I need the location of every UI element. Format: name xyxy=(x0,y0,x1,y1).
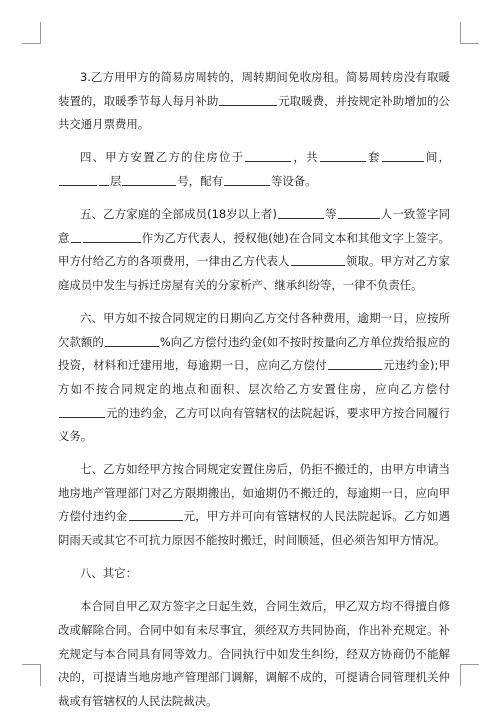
paragraph-6-penalty xyxy=(58,307,450,449)
text: 号，配有 xyxy=(177,173,223,188)
blank-field[interactable] xyxy=(129,508,183,521)
text: 七、乙方如经甲方按合同规定安置住房后，仍拒不搬迁的，由甲方申请当地房地产管理部门对乙方限期搬出，如逾期仍不搬迁的，每逾期一日，应向甲方偿付违约金 xyxy=(58,462,450,524)
paragraph-4-housing xyxy=(58,146,450,193)
text: 元，甲方并可向有管辖权的人民法院起诉。乙方如遇阴雨天或其它不可抗力原因不能按时搬迁，时间顺延，但必须告知甲方情况。 xyxy=(58,509,450,548)
blank-field[interactable] xyxy=(59,405,105,418)
text: 套 xyxy=(366,150,381,165)
text: 等 xyxy=(324,207,337,222)
text: 领取。甲方对乙方家庭成员中发生与拆迁房屋有关的分家析产、继承纠纷等，一律不负责任。 xyxy=(58,254,450,292)
crop-mark-bottom-left-h xyxy=(22,664,40,665)
blank-field[interactable] xyxy=(219,93,277,106)
crop-mark-top-right-h xyxy=(461,43,479,44)
text: %向乙方偿付违约金(如不按时按量向乙方单位拨给报应的投资，材料和迁建用地，每逾期一日，应向乙方偿付 xyxy=(58,334,450,373)
text: 元取暖费，并按规定补助增加的公共交通月票费用。 xyxy=(58,93,450,132)
text: 元违约金);甲方如不按合同规定的地点和面积、层次给乙方安置住房，应向乙方偿付 xyxy=(58,358,450,396)
blank-field[interactable] xyxy=(291,253,345,266)
paragraph-7-relocation xyxy=(58,458,450,552)
crop-mark-top-left-h xyxy=(22,43,40,44)
blank-field[interactable] xyxy=(224,173,270,186)
crop-mark-bottom-right-h xyxy=(461,664,479,665)
blank-field[interactable] xyxy=(83,230,141,243)
blank-field[interactable] xyxy=(105,334,159,347)
blank-field[interactable] xyxy=(382,149,424,162)
blank-field[interactable] xyxy=(320,149,366,162)
blank-field[interactable] xyxy=(59,173,97,186)
text: 元的违约金，乙方可以向有管辖权的法院起诉，要求甲方按合同履行义务。 xyxy=(58,405,450,444)
blank-field[interactable] xyxy=(278,206,324,219)
text: 等设备。 xyxy=(270,173,317,188)
blank-field[interactable] xyxy=(245,149,291,162)
paragraph-3-heating xyxy=(58,66,450,137)
text: 间， xyxy=(424,150,450,165)
crop-mark-bottom-right-v xyxy=(460,664,461,686)
document-body xyxy=(58,66,450,723)
crop-mark-bottom-left-v xyxy=(40,664,41,686)
blank-field[interactable] xyxy=(71,230,81,243)
blank-field[interactable] xyxy=(122,173,176,186)
text: 作为乙方代表人，授权他(她)在合同文本和其他文字上签字。甲方付给乙方的各项费用，一律由乙方代表人 xyxy=(58,230,450,269)
text: 3.乙方用甲方的简易房周转的，周转期间免收房租。简易周转房没有取暖装置的，取暖季节每人每月补助 xyxy=(58,70,450,108)
text: 层 xyxy=(110,173,122,188)
paragraph-effective-clause: 本合同自甲乙双方签字之日起生效，合同生效后，甲乙双方均不得擅自修改或解除合同。合同中如有未尽事宜，须经双方共同协商，作出补充规定。补充规定与本合同具有同等效力。合同执行中如发生纠纷，经双方协商仍不能解决的，可提请当地房地产管理部门调解，调解不成的，可提请合同管理机关仲裁或有管辖权的人民法院裁决。 xyxy=(58,599,450,708)
text: 五、乙方家庭的全部成员(18岁以上者) xyxy=(80,207,277,222)
text: 四、甲方安置乙方的住房位于 xyxy=(80,150,245,165)
paragraph-5-representative xyxy=(58,203,450,297)
text: ，共 xyxy=(292,150,319,165)
blank-field[interactable] xyxy=(338,206,380,219)
blank-field[interactable] xyxy=(99,173,109,186)
text: 人一致签字同意 xyxy=(58,207,450,245)
paragraph-8-heading: 八、其它： xyxy=(80,566,137,581)
text: 六、甲方如不按合同规定的日期向乙方交付各种费用，逾期一日，应按所欠款额的 xyxy=(58,311,450,349)
crop-mark-top-right-v xyxy=(460,22,461,44)
crop-mark-top-left-v xyxy=(40,22,41,44)
blank-field[interactable] xyxy=(328,357,382,370)
